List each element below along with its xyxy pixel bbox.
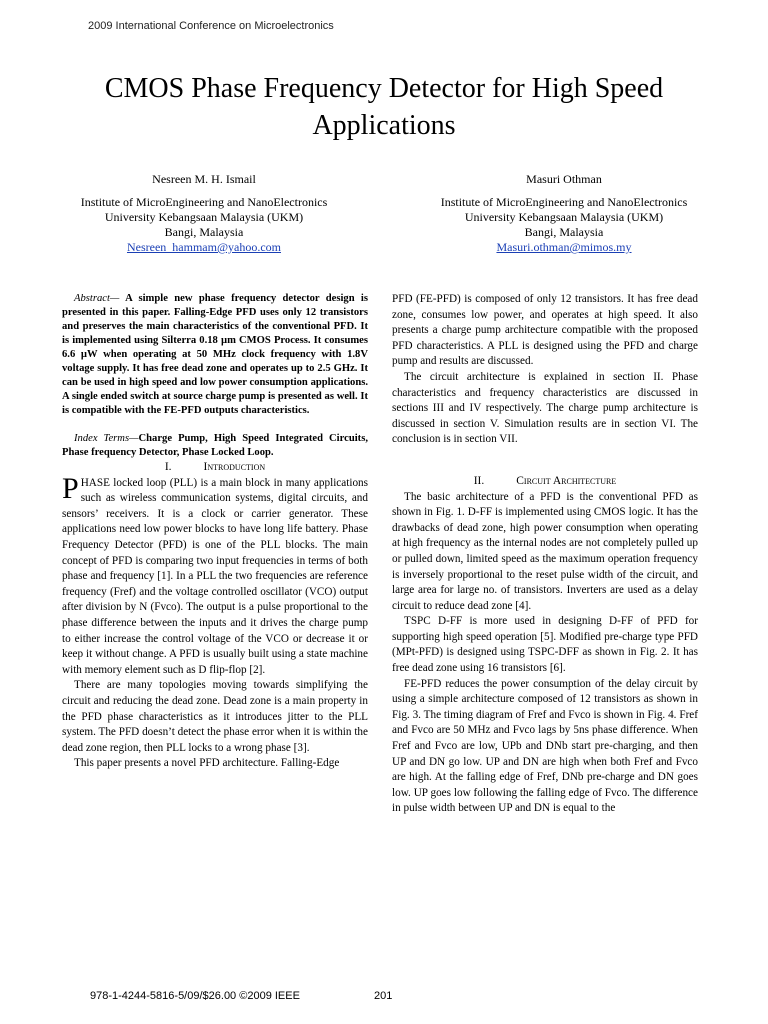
intro-paragraph-3: This paper presents a novel PFD architecture. Falling-Edge — [74, 757, 340, 770]
index-terms-text: Charge Pump, High Speed Integrated Circuits, Phase frequency Detector, Phase Locked Loop. — [62, 433, 368, 458]
section-number: I. — [164, 461, 172, 473]
right-column — [392, 292, 698, 817]
author-affiliation: Institute of MicroEngineering and NanoElectronics — [80, 195, 328, 209]
index-terms — [62, 432, 368, 460]
intro-paragraph-1 — [62, 471, 368, 679]
author-affiliation: Institute of MicroEngineering and NanoElectronics — [440, 195, 688, 209]
index-terms-label: Index Terms— — [74, 433, 139, 444]
abstract-text: A simple new phase frequency detector design is presented in this paper. Falling-Edge PFD uses only 12 transistors and preserves the main characteristics of the conventional PFD. It is implemented using Silterra 0.18 µm CMOS Process. It consumes 6.6 µW when operating at 50 MHz clock frequency with 1.8V voltage supply. It has free dead zone and operates up to 2.5 GHz. It can be used in high speed and low power consumption applications. A single ended switch at source charge pump is presented as well. It is compatible with the FE-PFD outputs characteristics. — [62, 293, 368, 416]
section-number: II. — [473, 474, 485, 487]
author-city: Bangi, Malaysia — [524, 225, 604, 239]
author-block-2 — [414, 172, 714, 255]
copyright-footer: 978-1-4244-5816-5/09/$26.00 ©2009 IEEE — [90, 990, 300, 1002]
intro-paragraph-1-text: HASE locked loop (PLL) is a main block in many applications such as wireless communication systems, digital circuits, and sensors’ receivers. It is a clock or carrier generator. These applications need low power blocks to have long life battery. Phase Frequency Detector (PFD) is one of the PLL blocks. The main concept of PFD is comparing two input frequencies in terms of both phase and frequency [1]. In a PLL the two frequencies are reference frequency (Fref) and the voltage controlled oscillator (VCO) output after division by N (Fvco). The output is a pulse proportional to the phase difference between the inputs and it drives the charge pump to either increase the control voltage of the VCO or decrease it or keep it without change. A PFD is usually built using a state machine with memory element such as D flip-flop [2]. — [62, 476, 368, 676]
author-block-1 — [54, 172, 354, 255]
abstract — [62, 292, 368, 418]
author-name: Nesreen M. H. Ismail — [152, 172, 256, 186]
right-paragraph-1: PFD (FE-PFD) is composed of only 12 transistors. It has free dead zone, consumes low power, and operates at high speed. It also presents a charge pump architecture compatible with the proposed PFD characteristics. A PLL is designed using the PFD and charge pump and results are discussed. — [392, 293, 698, 368]
page-number: 201 — [374, 990, 393, 1002]
section-title: Introduction — [203, 461, 266, 473]
left-column — [62, 292, 368, 772]
author-university: University Kebangsaan Malaysia (UKM) — [104, 210, 304, 224]
arch-paragraph-1: The basic architecture of a PFD is the conventional PFD as shown in Fig. 1. D-FF is implemented using CMOS logic. It has the drawbacks of dead zone, high power consumption when operating at high frequency as the internal nodes are not completely pulled up or pulled down, limited speed as the maximum operation frequency is inversely proportional to the reset pulse width of the circuit, and large area for large no. of transistors. Inverters are used as a delay circuit to reduce dead zone [4]. — [392, 490, 698, 612]
paper-title: CMOS Phase Frequency Detector for High Speed Applications — [104, 73, 664, 141]
section-heading-circuit-architecture — [392, 474, 698, 490]
section-heading-introduction — [62, 460, 368, 476]
author-email-link[interactable]: Masuri.othman@mimos.my — [496, 240, 632, 254]
author-city: Bangi, Malaysia — [164, 225, 244, 239]
author-university: University Kebangsaan Malaysia (UKM) — [464, 210, 664, 224]
right-paragraph-2: The circuit architecture is explained in section II. Phase characteristics and frequency characteristics are discussed in sections III and IV respectively. The charge pump architecture is discussed in section V. Simulation results are in section VI. The conclusion is in section VII. — [392, 370, 698, 446]
arch-paragraph-2: TSPC D-FF is more used in designing D-FF of PFD for supporting high speed operation [5]. Modified pre-charge type PFD (MPt-PFD) is designed using TSPC-DFF as shown in Fig. 2. It has free dead zone using 16 transistors [6]. — [392, 615, 698, 675]
author-name: Masuri Othman — [526, 172, 602, 186]
intro-paragraph-2: There are many topologies moving towards simplifying the circuit and reducing the dead zone. Dead zone is a main property in the PFD phase characteristics as it introduces jitter to the PLL system. The PFD doesn’t detect the phase error when it is within the dead zone region, then PLL locks to a wrong phase [3]. — [62, 679, 368, 754]
drop-cap: P — [62, 471, 79, 505]
arch-paragraph-3: FE-PFD reduces the power consumption of the delay circuit by using a simple architecture composed of 12 transistors as shown in Fig. 3. The timing diagram of Fref and Fvco is shown in Fig. 4. Fref and Fvco are 50 MHz and Fvco lags by 5ns phase difference. When Fref and Fvco are low, UPb and DNb start pre-charging, and then UP and DN go low. UP and DN are high when both Fref and Fvco are high. At the falling edge of Fref, DNb pre-charge and DN goes low. UP goes low following the falling edge of Fvco. The difference in pulse width between UP and DN is equal to the — [392, 677, 698, 815]
abstract-label: Abstract— — [74, 293, 120, 304]
conference-header: 2009 International Conference on Microelectronics — [88, 20, 334, 32]
section-title: Circuit Architecture — [516, 474, 617, 487]
author-email-link[interactable]: Nesreen_hammam@yahoo.com — [126, 240, 281, 254]
